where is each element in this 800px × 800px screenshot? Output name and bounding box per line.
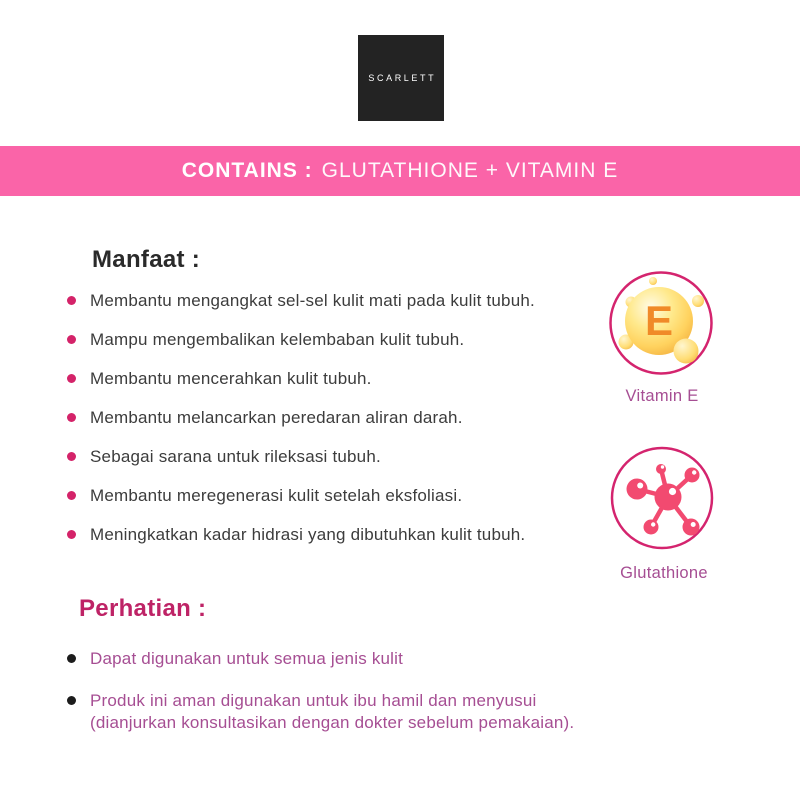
benefit-item xyxy=(67,446,612,467)
bullet-dot-icon xyxy=(67,530,76,539)
benefit-text: Membantu meregenerasi kulit setelah eksfoliasi. xyxy=(90,486,463,505)
banner-contains-label: CONTAINS : xyxy=(181,159,313,182)
bullet-dot-icon xyxy=(67,413,76,422)
benefits-list xyxy=(67,290,612,563)
glutathione-label: Glutathione xyxy=(620,564,708,582)
bullet-dot-icon xyxy=(67,696,76,705)
cautions-list xyxy=(67,648,612,754)
banner-ingredients-label: GLUTATHIONE + VITAMIN E xyxy=(321,159,619,182)
brand-logo-text: SCARLETT xyxy=(368,73,437,83)
benefit-text: Membantu melancarkan peredaran aliran darah. xyxy=(90,408,463,427)
benefit-item xyxy=(67,407,612,428)
glutathione-molecule-icon xyxy=(608,444,718,554)
bullet-dot-icon xyxy=(67,491,76,500)
bullet-dot-icon xyxy=(67,452,76,461)
contains-banner xyxy=(0,146,800,196)
bullet-dot-icon xyxy=(67,296,76,305)
benefit-text: Membantu mencerahkan kulit tubuh. xyxy=(90,369,372,388)
benefit-item xyxy=(67,290,612,311)
benefit-item xyxy=(67,524,612,545)
glutathione-badge xyxy=(608,444,718,554)
vitamin-e-sphere-icon xyxy=(606,268,716,378)
benefit-item xyxy=(67,485,612,506)
benefit-text: Membantu mengangkat sel-sel kulit mati pada kulit tubuh. xyxy=(90,291,535,310)
benefit-text: Meningkatkan kadar hidrasi yang dibutuhkan kulit tubuh. xyxy=(90,525,526,544)
benefit-text: Sebagai sarana untuk rileksasi tubuh. xyxy=(90,447,381,466)
cautions-heading: Perhatian : xyxy=(79,595,207,622)
benefit-text: Mampu mengembalikan kelembaban kulit tubuh. xyxy=(90,330,465,349)
vitamin-e-badge xyxy=(606,268,716,378)
bullet-dot-icon xyxy=(67,374,76,383)
benefit-item xyxy=(67,368,612,389)
caution-text: Produk ini aman digunakan untuk ibu hamil dan menyusui (dianjurkan konsultasikan dengan dokter sebelum pemakaian). xyxy=(90,691,575,732)
bullet-dot-icon xyxy=(67,335,76,344)
caution-item xyxy=(67,648,612,670)
benefit-item xyxy=(67,329,612,350)
brand-logo xyxy=(358,35,444,121)
svg-text:E: E xyxy=(644,297,674,344)
vitamin-e-label: Vitamin E xyxy=(625,387,699,405)
caution-text: Dapat digunakan untuk semua jenis kulit xyxy=(90,649,404,668)
benefits-heading: Manfaat : xyxy=(92,246,201,273)
bullet-dot-icon xyxy=(67,654,76,663)
caution-item xyxy=(67,690,612,734)
